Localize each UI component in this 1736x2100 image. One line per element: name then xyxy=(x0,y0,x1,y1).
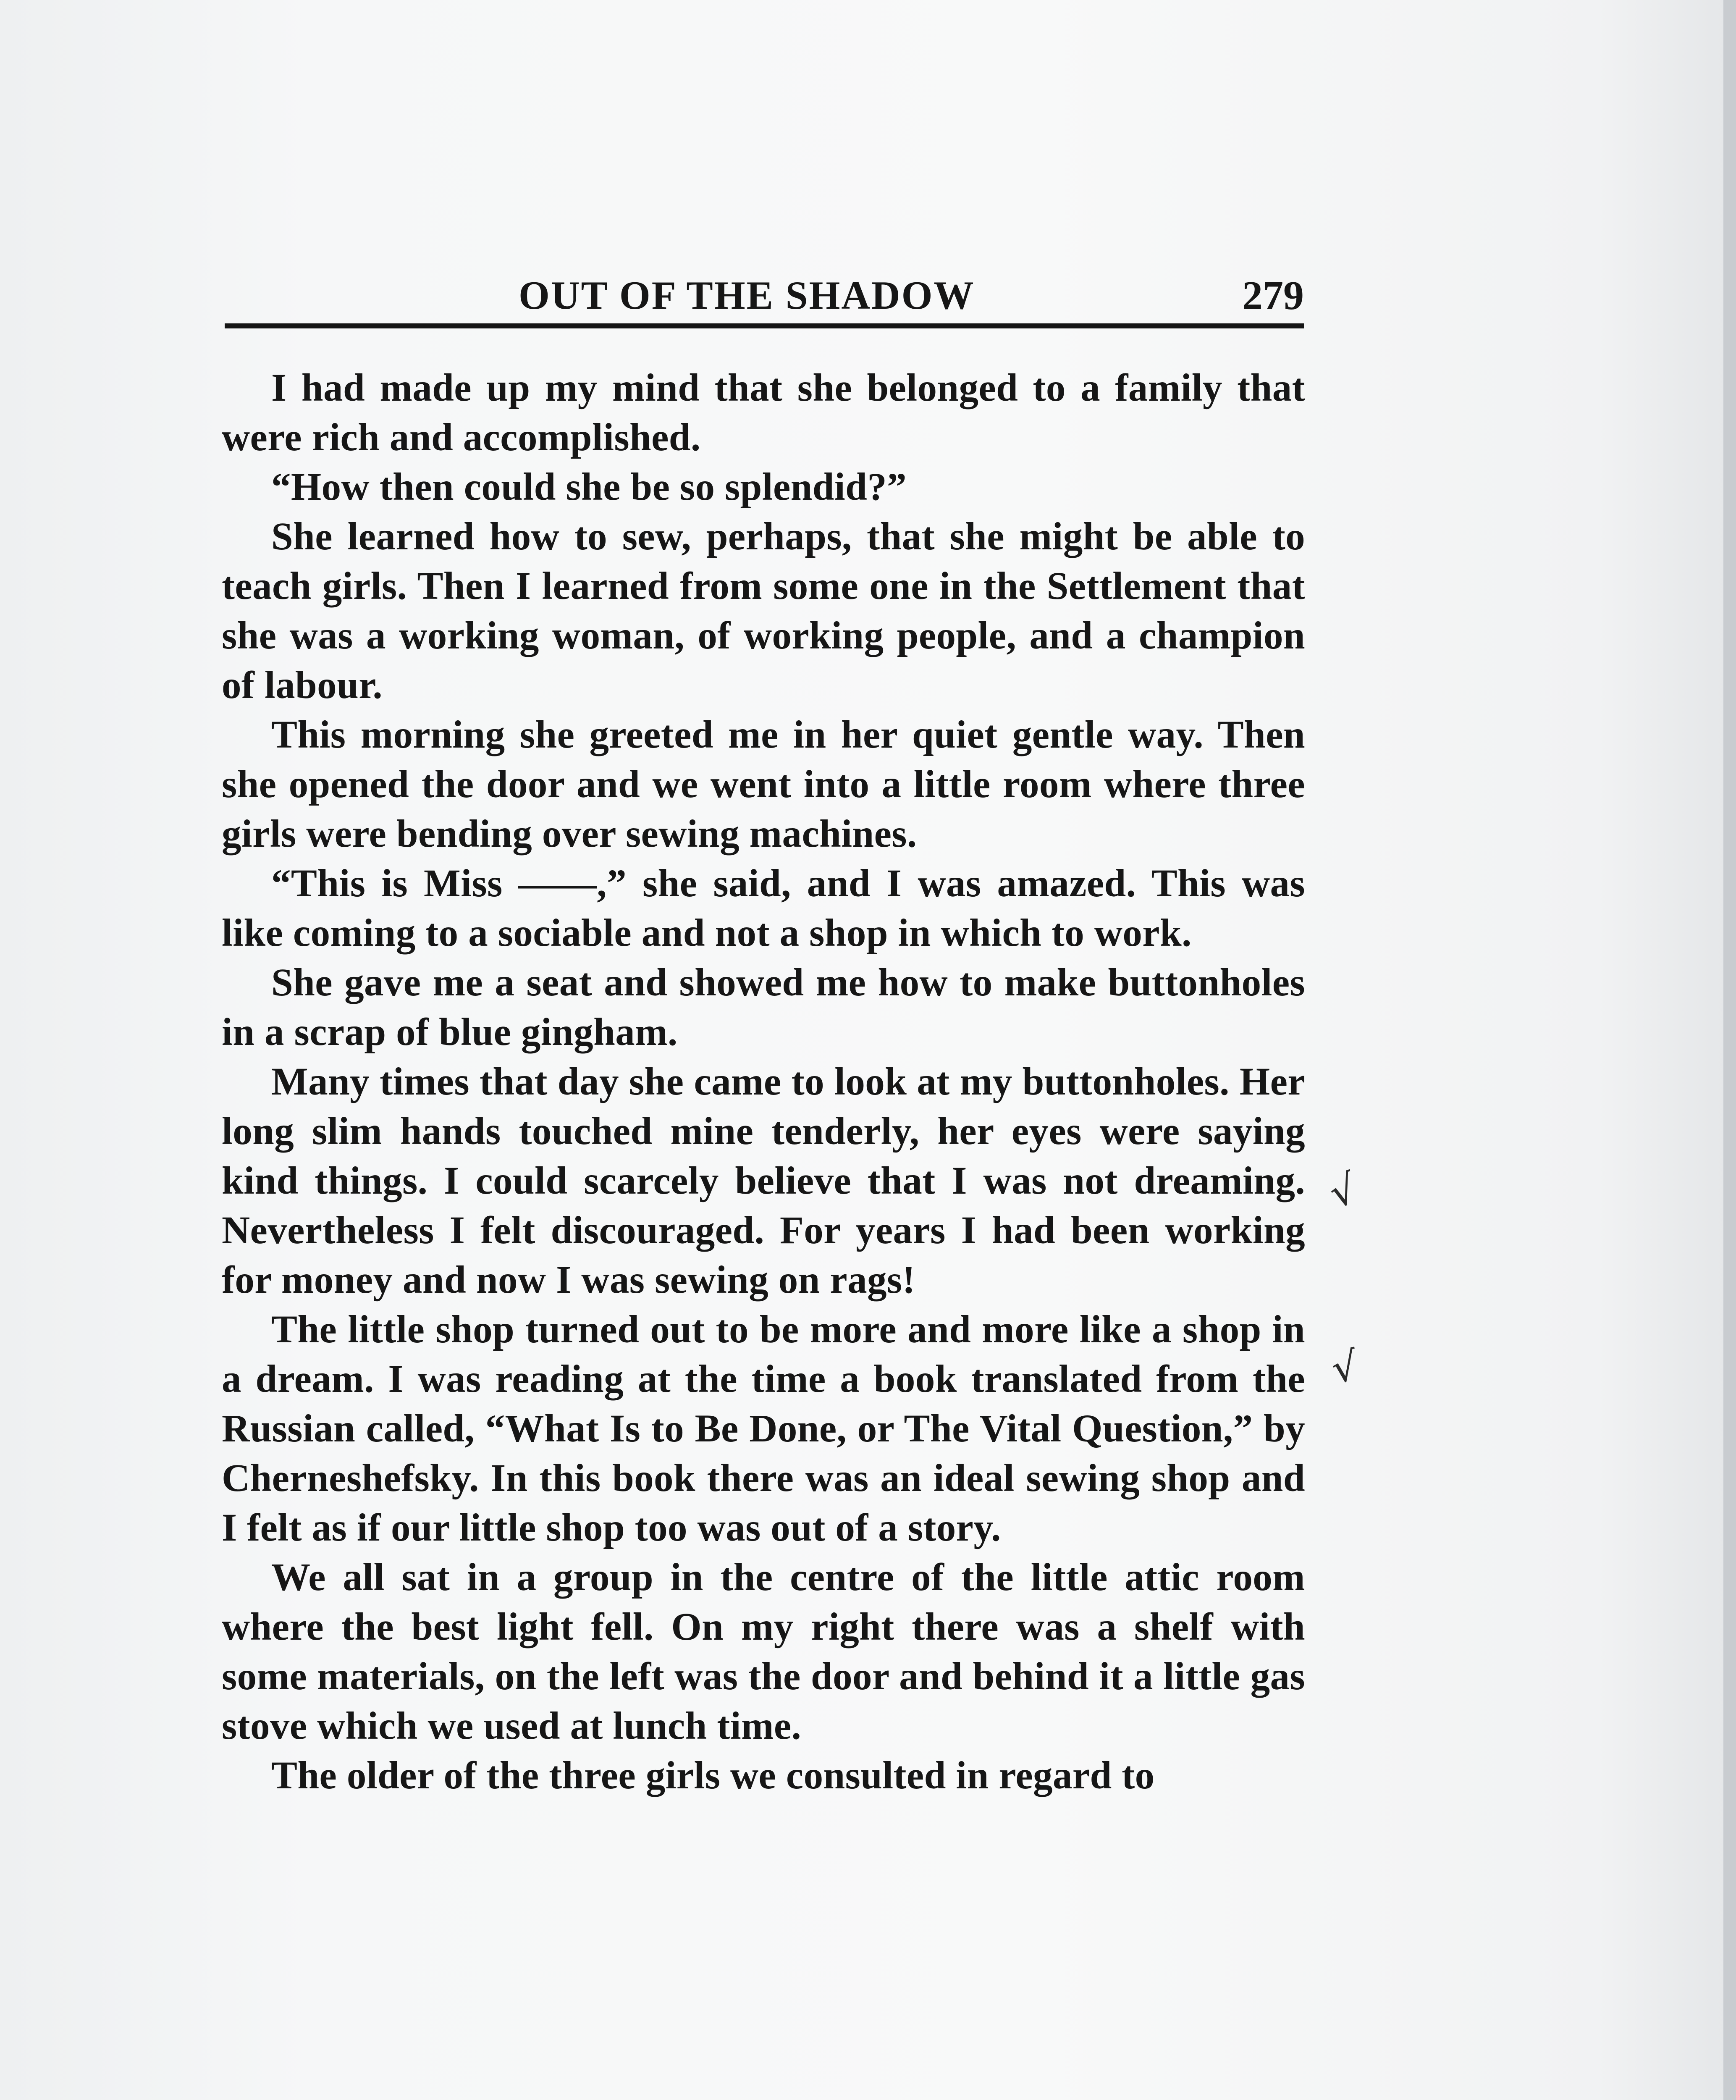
paragraph: “How then could she be so splendid?” xyxy=(271,465,907,509)
margin-checkmark: √ xyxy=(1328,1342,1362,1393)
running-head xyxy=(225,269,1304,328)
margin-checkmark: √ xyxy=(1324,1165,1363,1218)
paragraph: Many times that day she came to look at my buttonholes. Her long slim hands touched mine tenderly, her eyes were saying kind things. I could scarcely believe that I was not dreaming. Nevertheless I felt discouraged. For years I had been working for money and now I was sewing on rags! xyxy=(222,1060,1305,1302)
page-number: 279 xyxy=(1242,273,1304,318)
body-text xyxy=(222,363,1305,1801)
chapter-title: OUT OF THE SHADOW xyxy=(519,273,975,318)
paragraph: She learned how to sew, perhaps, that she might be able to teach girls. Then I learned from some one in the Settlement that she was a working woman, of working people, and a champion of labour. xyxy=(222,515,1305,707)
paragraph: I had made up my mind that she belonged to a family that were rich and accomplished. xyxy=(222,366,1305,459)
paragraph: This morning she greeted me in her quiet gentle way. Then she opened the door and we went into a little room where three girls were bending over sewing machines. xyxy=(222,713,1305,856)
page-edge-shadow xyxy=(1723,0,1736,2100)
paragraph: She gave me a seat and showed me how to make buttonholes in a scrap of blue gingham. xyxy=(222,961,1305,1054)
paragraph: “This is Miss ——,” she said, and I was amazed. This was like coming to a sociable and not a shop in which to work. xyxy=(222,862,1305,955)
paragraph: We all sat in a group in the centre of the little attic room where the best light fell. On my right there was a shelf with some materials, on the left was the door and behind it a little gas stove which we used at lunch time. xyxy=(222,1556,1305,1748)
paragraph: The older of the three girls we consulted in regard to xyxy=(271,1754,1155,1797)
paragraph: The little shop turned out to be more and more like a shop in a dream. I was reading at the time a book translated from the Russian called, “What Is to Be Done, or The Vital Question,” by Cherneshefsky. In this book there was an ideal sewing shop and I felt as if our little shop too was out of a story. xyxy=(222,1308,1305,1549)
